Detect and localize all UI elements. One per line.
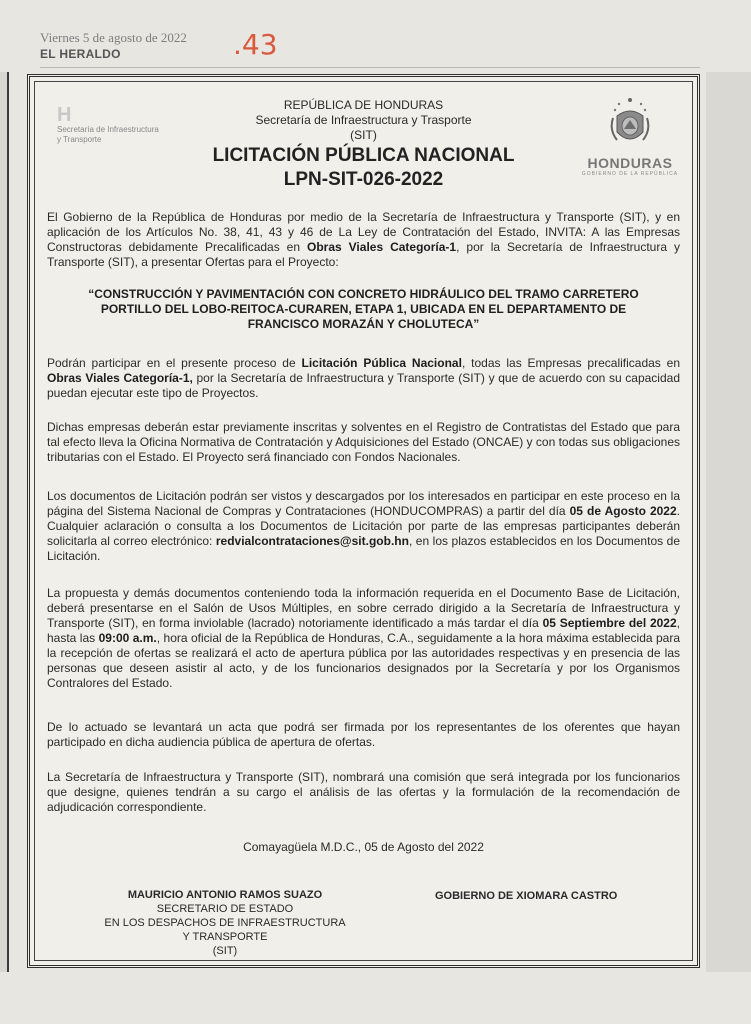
adjacent-column-edge: [0, 72, 9, 972]
p5-deadline-date: 05 Septiembre del 2022: [542, 616, 677, 630]
signatory-role-4: (SIT): [212, 945, 238, 957]
paragraph-minutes: De lo actuado se levantará un acta que podrá ser firmada por los representantes de los oferentes que hayan participado en dicha audiencia pública de apertura de ofertas.: [47, 720, 680, 749]
paragraph-eligibility: [47, 356, 680, 401]
contact-email: redvialcontrataciones@sit.gob.hn: [215, 534, 409, 548]
p1-text-c: , por la Secretaría de Infraestructura y Transporte (SIT), a presentar Ofertas para el Proyecto:: [47, 240, 680, 269]
p5-text-e: , hora oficial de la República de Honduras, C.A., seguidamente a la hora máxima establecida para la recepción de ofertas se realizará el acto de apertura pública por las autoridades respectivas y en presencia de las personas que deseen asistir al acto, y de los funcionarios designados por la Secretaría y por los Organismos Contralores del Estado.: [47, 631, 680, 690]
signatory-role-1: SECRETARIO DE ESTADO: [156, 903, 294, 915]
p4-text-c: . Cualquier aclaración o consulta a los Documentos de Licitación por parte de las empresas participantes deberán solicitarla al correo electrónico:: [47, 504, 680, 548]
masthead-divider: [40, 67, 700, 68]
paragraph-submission: [47, 586, 680, 691]
ministry-heading: Secretaría de Infraestructura y Trasporte: [255, 113, 472, 127]
paragraph-registration: Dichas empresas deberán estar previamente inscritas y solventes en el Registro de Contratistas del Estado que para tal efecto lleva la Oficina Normativa de Contratación y Adquisiciones del Estado (ONCAE) y con todas sus obligaciones tributarias con el Estado. El Proyecto será financiado con Fondos Nacionales.: [47, 420, 680, 464]
page-number: .43: [233, 28, 278, 61]
p2-process: Licitación Pública Nacional: [301, 356, 462, 370]
ministry-acronym: (SIT): [350, 128, 377, 142]
sit-logo-line1: Secretaría de Infraestructura: [57, 125, 159, 134]
signatory-name: MAURICIO ANTONIO RAMOS SUAZO: [127, 889, 323, 901]
paragraph-invitation: [47, 210, 680, 270]
sit-mark-icon: H: [57, 104, 74, 126]
tender-code: LPN-SIT-026-2022: [283, 169, 444, 190]
sit-logo-line2: y Transporte: [57, 135, 102, 144]
p2-text-e: por la Secretaría de Infraestructura y Transporte (SIT) y que de acuerdo con su capacidad puedan ejecutar este tipo de Proyectos.: [47, 371, 680, 400]
adjacent-column-bleed: [706, 72, 751, 972]
paragraph-commission: La Secretaría de Infraestructura y Transporte (SIT), nombrará una comisión que será integrada por los funcionarios que designe, quienes tendrán a su cargo el análisis de las ofertas y la formulación de la recomendación de adjudicación correspondiente.: [47, 770, 680, 814]
honduras-tagline: GOBIERNO DE LA REPÚBLICA: [581, 171, 679, 177]
p1-category: Obras Viales Categoría-1: [307, 240, 457, 254]
signature-block: [90, 888, 360, 958]
p2-text-c: , todas las Empresas precalificadas en: [461, 356, 681, 370]
p5-text-a: La propuesta y demás documentos conteniendo toda la información requerida en el Documento Base de Licitación, deberá presentarse en el Salón de Usos Múltiples, en sobre cerrado dirigido a la Secretaría de Infraestructura y Transporte (SIT), en forma inviolable (lacrado) notoriamente identificado a más tardar el día: [47, 586, 680, 630]
p2-category: Obras Viales Categoría-1,: [47, 371, 193, 385]
paragraph-documents: [47, 489, 680, 564]
p5-text-c: , hasta las: [47, 616, 680, 645]
p4-text-e: , en los plazos establecidos en los Documentos de Licitación.: [47, 534, 680, 563]
p2-text-a: Podrán participar en el presente proceso de: [47, 356, 302, 370]
place-and-date: Comayagüela M.D.C., 05 de Agosto del 2022: [243, 840, 484, 854]
newspaper-name: EL HERALDO: [40, 47, 121, 61]
issue-date: Viernes 5 de agosto de 2022: [40, 30, 187, 45]
p1-text-a: El Gobierno de la República de Honduras por medio de la Secretaría de Infraestructura y Transporte (SIT), y en aplicación de los Artículos No. 38, 41, 43 y 46 de La Ley de Contratación del Estado, INVITA: A las Empresas Constructoras debidamente Precalificadas en: [47, 210, 680, 254]
government-signature: GOBIERNO DE XIOMARA CASTRO: [435, 890, 618, 902]
p4-text-a: Los documentos de Licitación podrán ser vistos y descargados por los interesados en participar en este proceso en la página del Sistema Nacional de Compras y Contrataciones (HONDUCOMPRAS) a partir del día: [47, 489, 680, 518]
newspaper-masthead: [40, 30, 700, 70]
tender-notice: [27, 74, 700, 968]
notice-title: LICITACIÓN PÚBLICA NACIONAL: [212, 145, 515, 166]
p5-deadline-time: 09:00 a.m.: [98, 631, 157, 645]
republic-heading: REPÚBLICA DE HONDURAS: [283, 98, 444, 112]
notice-inner-border: [34, 81, 693, 961]
project-title: “CONSTRUCCIÓN Y PAVIMENTACIÓN CON CONCRETO HIDRÁULICO DEL TRAMO CARRETERO PORTILLO DEL LOBO-REITOCA-CURAREN, ETAPA 1, UBICADA EN EL DEPARTAMENTO DE FRANCISCO MORAZÁN Y CHOLUTECA”: [88, 287, 639, 331]
signatory-role-3: Y TRANSPORTE: [182, 931, 268, 943]
p4-date: 05 de Agosto 2022: [569, 504, 677, 518]
honduras-wordmark: HONDURAS: [587, 155, 673, 171]
signatory-role-2: EN LOS DESPACHOS DE INFRAESTRUCTURA: [104, 917, 346, 929]
